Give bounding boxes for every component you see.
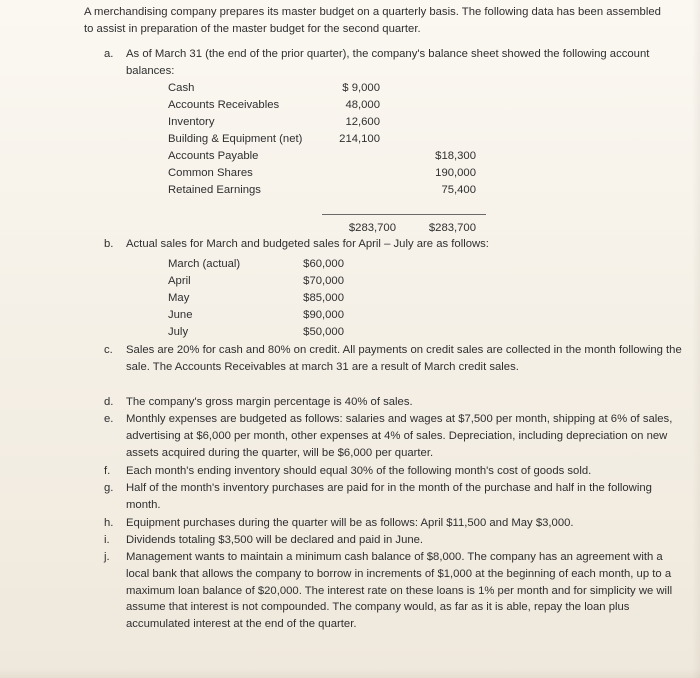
balance-label: Accounts Payable xyxy=(168,150,259,162)
balance-row-retained-earnings xyxy=(168,182,498,199)
item-g-marker: g. xyxy=(104,482,114,494)
totals-rule xyxy=(322,214,486,215)
balance-credit: $18,300 xyxy=(435,150,476,162)
sales-row-april xyxy=(168,273,378,290)
balance-sheet-table xyxy=(168,80,498,199)
item-i-text: Dividends totaling $3,500 will be declared and paid in June. xyxy=(126,534,424,546)
item-b xyxy=(104,236,684,253)
item-h-text: Equipment purchases during the quarter will be as follows: April $11,500 and May $3,000. xyxy=(126,517,574,529)
item-d xyxy=(104,394,684,411)
page-edge-shadow xyxy=(692,0,700,678)
sales-month: July xyxy=(168,326,189,338)
item-a-marker: a. xyxy=(104,48,114,60)
item-b-marker: b. xyxy=(104,238,114,250)
item-i xyxy=(104,532,684,549)
balance-label: Building & Equipment (net) xyxy=(168,133,303,145)
item-f xyxy=(104,463,684,480)
sales-month: April xyxy=(168,275,191,287)
balance-row-accounts-receivables xyxy=(168,97,498,114)
balance-debit: 12,600 xyxy=(345,116,380,128)
item-d-text: The company's gross margin percentage is 40% of sales. xyxy=(126,396,413,408)
sales-row-may xyxy=(168,290,378,307)
item-d-marker: d. xyxy=(104,396,114,408)
sales-row-june xyxy=(168,307,378,324)
item-e-marker: e. xyxy=(104,413,114,425)
total-debit: $283,700 xyxy=(348,222,396,234)
sales-month: June xyxy=(168,309,193,321)
item-j-text: Management wants to maintain a minimum cash balance of $8,000. The company has an agreement with a local bank that allows the company to borrow in increments of $1,000 at the beginning of each month, up to a maximum loan balance of $20,000. The interest rate on these loans is 1% per month and for simplicity we will assume that interest is not compounded. The company would, as far as it is able, repay the loan plus accumulated interest at the end of the quarter. xyxy=(126,551,673,631)
balance-debit: $ 9,000 xyxy=(342,82,380,94)
sales-table xyxy=(168,256,378,341)
balance-row-accounts-payable xyxy=(168,148,498,165)
balance-label: Cash xyxy=(168,82,195,94)
item-a xyxy=(104,46,684,80)
balance-label: Retained Earnings xyxy=(168,184,261,196)
item-a-text: As of March 31 (the end of the prior quarter), the company's balance sheet showed the following account balances: xyxy=(126,48,650,77)
balance-credit: 75,400 xyxy=(441,184,476,196)
balance-debit: 214,100 xyxy=(339,133,380,145)
item-h-marker: h. xyxy=(104,517,114,529)
item-f-marker: f. xyxy=(104,465,111,477)
balance-label: Common Shares xyxy=(168,167,253,179)
sales-amount: $90,000 xyxy=(303,309,344,321)
sales-amount: $60,000 xyxy=(303,258,344,270)
balance-debit: 48,000 xyxy=(345,99,380,111)
page-bottom-shadow xyxy=(0,668,700,678)
item-e-text: Monthly expenses are budgeted as follows: salaries and wages at $7,500 per month, shipping at 6% of sales, advertising at $6,000 per month, other expenses at 4% of sales. Depreciation, including depreciation on new assets acquired during the quarter, will be $6,000 per quarter. xyxy=(126,413,673,459)
item-c-text: Sales are 20% for cash and 80% on credit. All payments on credit sales are collected in the month following the sale. The Accounts Receivables at march 31 are a result of March credit sales. xyxy=(126,344,682,373)
balance-label: Accounts Receivables xyxy=(168,99,280,111)
item-j xyxy=(104,549,684,633)
item-c-marker: c. xyxy=(104,344,113,356)
sales-row-july xyxy=(168,324,378,341)
sales-month: May xyxy=(168,292,190,304)
total-credit: $283,700 xyxy=(428,222,476,234)
balance-row-cash xyxy=(168,80,498,97)
sales-amount: $50,000 xyxy=(303,326,344,338)
balance-row-common-shares xyxy=(168,165,498,182)
intro-paragraph: A merchandising company prepares its master budget on a quarterly basis. The following data has been assembled to assist in preparation of the master budget for the second quarter. xyxy=(84,6,661,35)
item-i-marker: i. xyxy=(104,534,110,546)
item-f-text: Each month's ending inventory should equal 30% of the following month's cost of goods sold. xyxy=(126,465,592,477)
balance-label: Inventory xyxy=(168,116,215,128)
balance-totals xyxy=(336,220,496,237)
item-c xyxy=(104,342,684,376)
item-h xyxy=(104,515,684,532)
item-g-text: Half of the month's inventory purchases are paid for in the month of the purchase and half in the following month. xyxy=(126,482,652,511)
item-b-text: Actual sales for March and budgeted sales for April – July are as follows: xyxy=(126,238,489,250)
sales-amount: $70,000 xyxy=(303,275,344,287)
sales-amount: $85,000 xyxy=(303,292,344,304)
item-e xyxy=(104,411,684,461)
sales-row-march xyxy=(168,256,378,273)
sales-month: March (actual) xyxy=(168,258,241,270)
balance-row-inventory xyxy=(168,114,498,131)
item-g xyxy=(104,480,684,514)
balance-row-building-equipment xyxy=(168,131,498,148)
balance-credit: 190,000 xyxy=(435,167,476,179)
item-j-marker: j. xyxy=(104,551,110,563)
